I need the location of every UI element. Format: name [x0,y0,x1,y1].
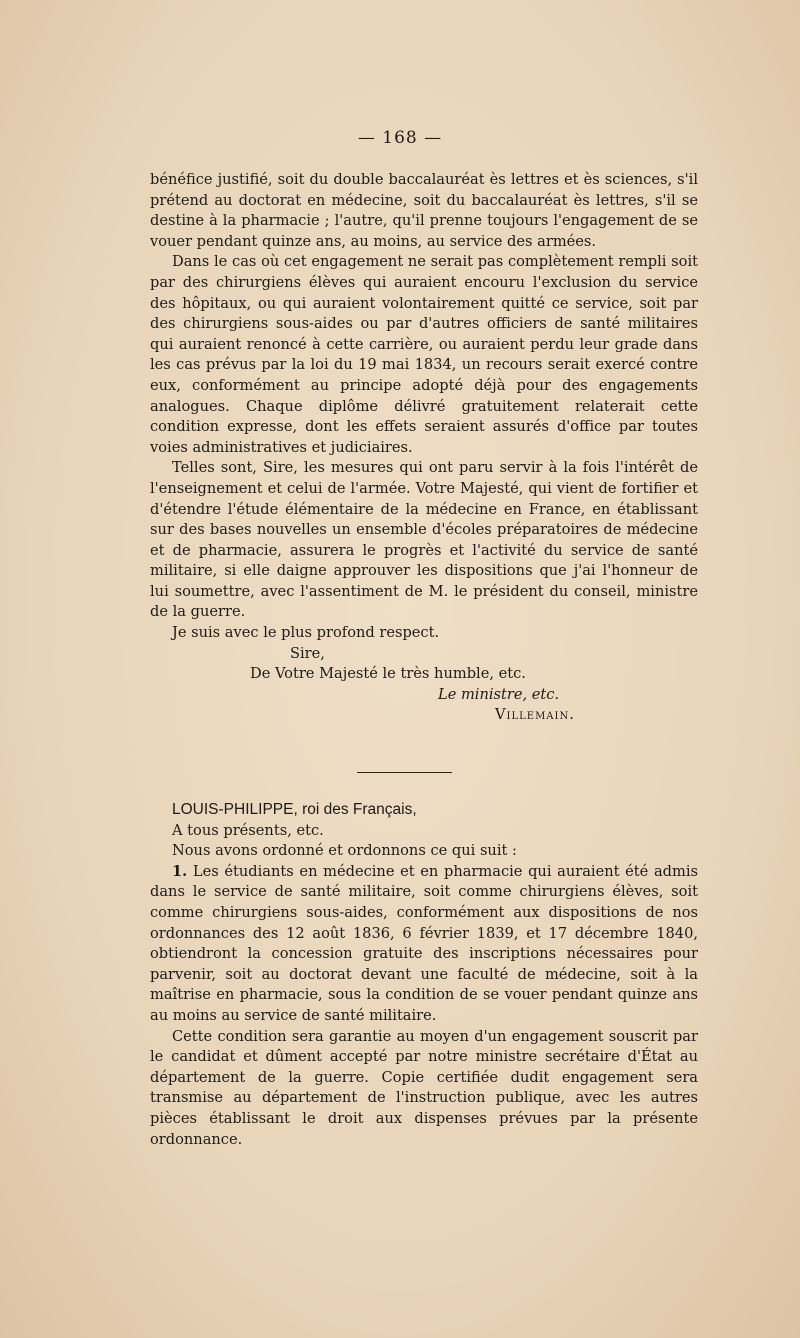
closing-role: Le ministre, etc. [438,685,560,703]
page-number: — 168 — [357,128,443,148]
signature-name: Villemain. [495,706,575,724]
ordinance-preamble: Nous avons ordonné et ordonnons ce qui suit : [172,842,517,860]
report-letter [150,170,698,726]
article-1 [150,862,698,1027]
ordinance [150,800,698,1150]
article-number: 1. [172,862,188,880]
paragraph-condition: Cette condition sera garantie au moyen d'un engagement souscrit par le candidat et dûment accepté par notre ministre secrétaire d'État au département de la guerre. Copie certifiée dudit engagement sera transmise au département de l'instruction publique, avec les autres pièces établissant le droit aux dispenses prévues par la présente ordonnance. [150,1027,698,1148]
paragraph-measures: Telles sont, Sire, les mesures qui ont paru servir à la fois l'intérêt de l'enseignement et celui de l'armée. Votre Majesté, qui vient de fortifier et d'étendre l'étude élémentaire de la médecine en France, en établissant sur des bases nouvelles un ensemble d'écoles préparatoires de médecine et de pharmacie, assurera le progrès et l'activité du service de santé militaire, si elle daigne approuver les dispositions que j'ai l'honneur de lui soumettre, avec l'assentiment de M. le président du conseil, ministre de la guerre. [150,459,698,621]
paragraph-engagement: Dans le cas où cet engagement ne serait pas complètement rempli soit par des chirurgiens élèves qui auraient encouru l'exclusion du service des hôpitaux, ou qui auraient volontairement quitté ce service, soit par des chirurgiens sous-aides ou par d'autres officiers de santé militaires qui auraient renoncé à cette carrière, ou auraient perdu leur grade dans les cas prévus par la loi du 19 mai 1834, un recours serait exercé contre eux, conformément au principe adopté déjà pour des engagements analogues. Chaque diplôme délivré gratuitement relaterait cette condition expresse, dont les effets seraient assurés d'office par toutes voies administratives et judiciaires. [150,253,698,456]
closing-salutation: Sire, [290,644,325,662]
closing-servant: De Votre Majesté le très humble, etc. [250,665,526,683]
letter-closing [150,623,698,726]
closing-respect: Je suis avec le plus profond respect. [172,624,440,642]
ordinance-heading: LOUIS-PHILIPPE, roi des Français, [172,801,417,818]
section-divider [357,772,452,773]
ordinance-greeting: A tous présents, etc. [172,821,324,839]
article-text: Les étudiants en médecine et en pharmacie qui auraient été admis dans le service de santé militaire, soit comme chirurgiens élèves, soit comme chirurgiens sous-aides, conformément aux dispositions de nos ordonnances des 12 août 1836, 6 février 1839, et 17 décembre 1840, obtiendront la concession gratuite des inscriptions nécessaires pour parvenir, soit au doctorat devant une faculté de médecine, soit à la maîtrise en pharmacie, sous la condition de se vouer pendant quinze ans au moins au service de santé militaire. [150,862,698,1024]
paragraph-continuation: bénéfice justifié, soit du double baccalauréat ès lettres et ès sciences, s'il prétend au doctorat en médecine, soit du baccalauréat ès lettres, s'il se destine à la pharmacie ; l'autre, qu'il prenne toujours l'engagement de se vouer pendant quinze ans, au moins, au service des armées. [150,171,698,250]
